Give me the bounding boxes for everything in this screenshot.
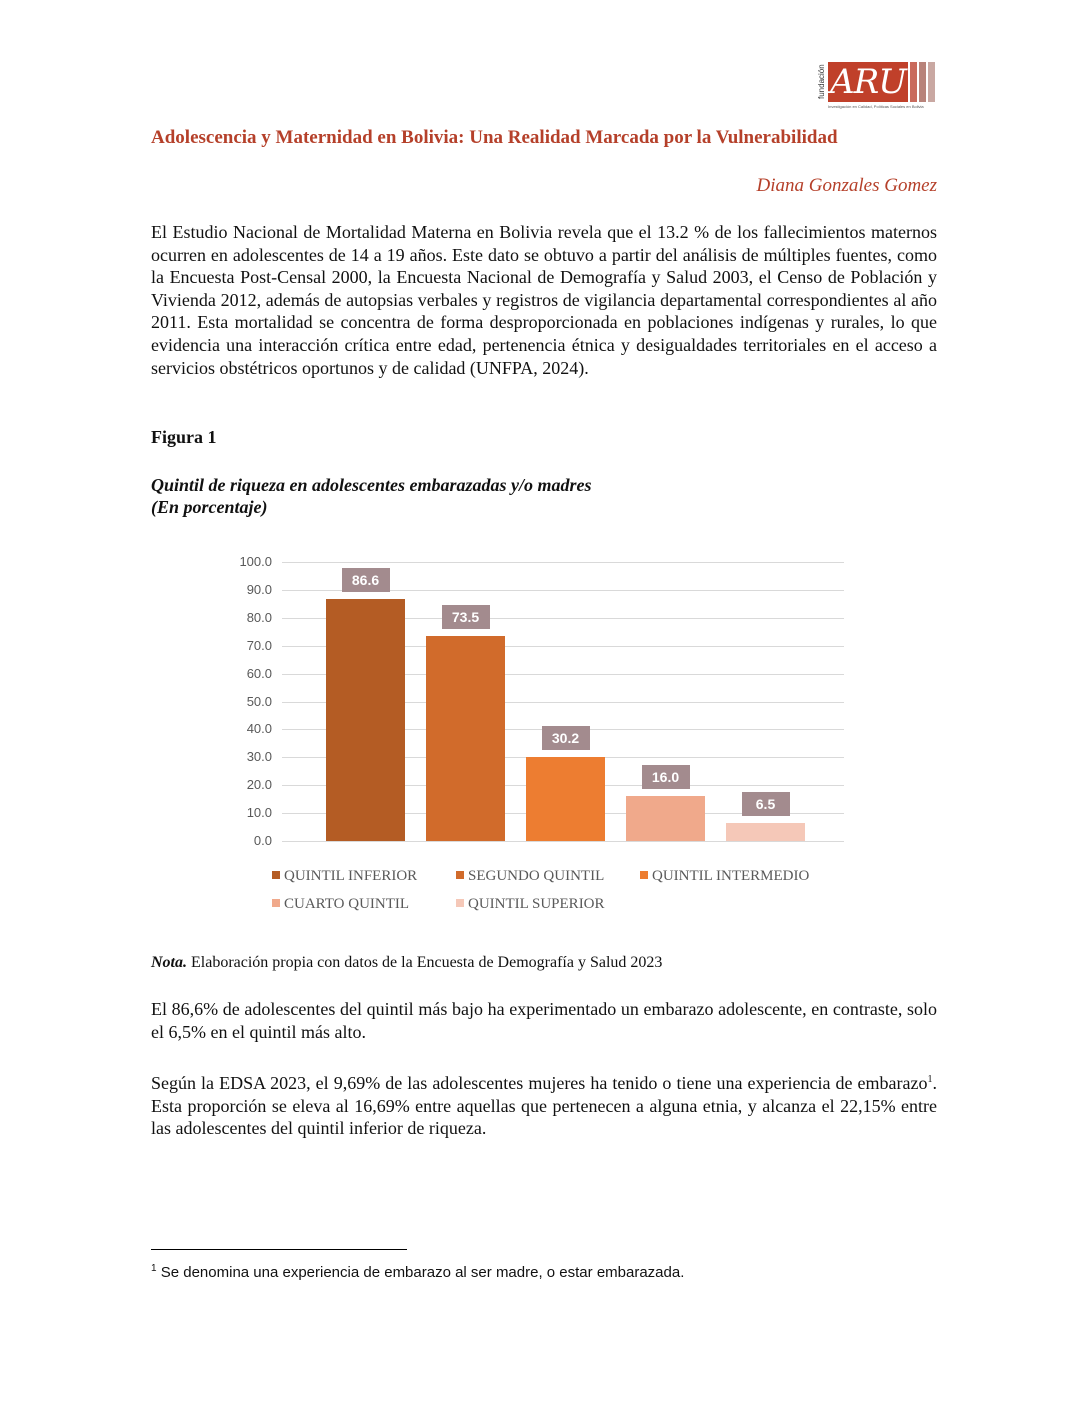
- paragraph-edsa-part2: . Esta proporción se eleva al 16,69% entre aquellas que pertenecen a alguna etnia, y alcanza el 22,15% entre las adolescentes del quintil inferior de riqueza.: [151, 1073, 937, 1139]
- bar-quintil-superior: [726, 823, 805, 841]
- gridline: [282, 841, 844, 842]
- logo-stripe: [919, 62, 926, 102]
- document-author: Diana Gonzales Gomez: [756, 175, 937, 196]
- footnote: [151, 1263, 684, 1281]
- y-axis-tick: 60.0: [246, 665, 272, 681]
- data-label: 6.5: [742, 792, 790, 816]
- figure-note: [151, 954, 662, 972]
- legend-item: [272, 896, 409, 913]
- y-axis-tick: 40.0: [246, 721, 272, 737]
- bar-quintil-inferior: [326, 599, 405, 841]
- footnote-marker: 1: [151, 1263, 157, 1274]
- legend-swatch: [456, 871, 464, 879]
- figure-label: Figura 1: [151, 427, 217, 447]
- aru-logo: [817, 60, 937, 112]
- legend-item: [456, 896, 605, 913]
- data-label: 86.6: [342, 568, 390, 592]
- footnote-divider: [151, 1249, 407, 1250]
- footnote-reference[interactable]: 1: [927, 1074, 933, 1085]
- data-label: 73.5: [442, 605, 490, 629]
- y-axis-tick: 20.0: [246, 777, 272, 793]
- logo-stripe: [910, 62, 917, 102]
- paragraph-edsa-part1: Según la EDSA 2023, el 9,69% de las adolescentes mujeres ha tenido o tiene una experiencia de embarazo: [151, 1073, 928, 1093]
- legend-label: CUARTO QUINTIL: [284, 896, 410, 912]
- footnote-text: Se denomina una experiencia de embarazo al ser madre, o estar embarazada.: [156, 1264, 685, 1281]
- legend-item: [640, 868, 809, 885]
- y-axis-tick: 70.0: [246, 637, 272, 653]
- note-label: Nota.: [151, 954, 187, 971]
- legend-label: QUINTIL INTERMEDIO: [652, 868, 810, 884]
- legend-swatch: [640, 871, 648, 879]
- legend-label: QUINTIL SUPERIOR: [468, 896, 605, 912]
- paragraph-quintile-summary: El 86,6% de adolescentes del quintil más bajo ha experimentado un embarazo adolescente, en contraste, solo el 6,5% en el quintil más alto.: [151, 999, 937, 1042]
- data-label: 16.0: [642, 765, 690, 789]
- logo-stripe: [928, 62, 935, 102]
- y-axis-tick: 30.0: [246, 749, 272, 765]
- y-axis-tick: 50.0: [246, 693, 272, 709]
- data-label: 30.2: [542, 726, 590, 750]
- legend-label: QUINTIL INFERIOR: [284, 868, 418, 884]
- y-axis-tick: 80.0: [246, 609, 272, 625]
- legend-label: SEGUNDO QUINTIL: [468, 868, 605, 884]
- y-axis-tick: 10.0: [246, 805, 272, 821]
- bar-chart: [228, 552, 848, 922]
- legend-swatch: [456, 899, 464, 907]
- figure-title-line2: (En porcentaje): [151, 497, 268, 517]
- document-title: Adolescencia y Maternidad en Bolivia: Una Realidad Marcada por la Vulnerabilidad: [151, 127, 838, 148]
- legend-item: [456, 868, 604, 885]
- logo-mark: ARU: [828, 62, 908, 102]
- bar-cuarto-quintil: [626, 796, 705, 841]
- legend-item: [272, 868, 417, 885]
- legend-swatch: [272, 899, 280, 907]
- y-axis-tick: 90.0: [246, 581, 272, 597]
- gridline: [282, 562, 844, 563]
- figure-title: [151, 474, 592, 518]
- y-axis-tick: 0.0: [253, 833, 272, 848]
- y-axis-tick: 100.0: [239, 554, 272, 569]
- figure-title-line1: Quintil de riqueza en adolescentes embarazadas y/o madres: [151, 475, 592, 495]
- logo-tagline: Investigación en Calidad, Políticas Sociales en Bolivia: [828, 104, 924, 109]
- legend-swatch: [272, 871, 280, 879]
- bar-quintil-intermedio: [526, 757, 605, 841]
- logo-vertical-text: fundación: [817, 64, 826, 100]
- bar-segundo-quintil: [426, 636, 505, 841]
- paragraph-edsa: [151, 1069, 937, 1140]
- note-text: Elaboración propia con datos de la Encuesta de Demografía y Salud 2023: [187, 954, 663, 971]
- intro-paragraph: El Estudio Nacional de Mortalidad Materna en Bolivia revela que el 13.2 % de los fallecimientos maternos ocurren en adolescentes de 14 a 19 años. Este dato se obtuvo a partir del análisis de múltiples fuentes, como la Encuesta Post-Censal 2000, la Encuesta Nacional de Demografía y Salud 2003, el Censo de Población y Vivienda 2012, además de autopsias verbales y registros de vigilancia departamental correspondientes al año 2011. Esta mortalidad se concentra de forma desproporcionada en poblaciones indígenas y rurales, lo que evidencia una interacción crítica entre edad, pertenencia étnica y desigualdades territoriales en el acceso a servicios obstétricos oportunos y de calidad (UNFPA, 2024).: [151, 222, 937, 378]
